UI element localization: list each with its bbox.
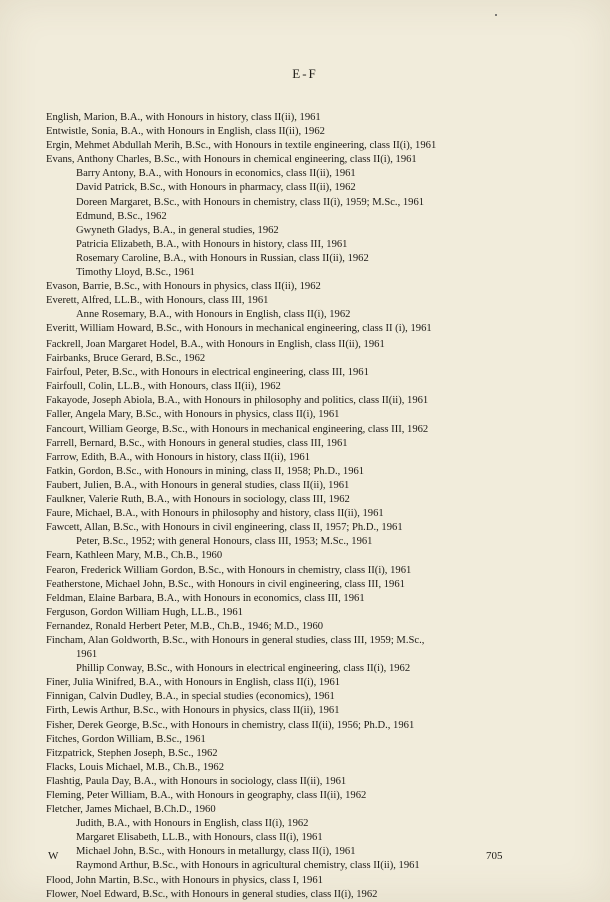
list-item: Flower, Noel Edward, B.Sc., with Honours in general studies, class II(i), 1962 xyxy=(46,888,378,900)
list-item: Flacks, Louis Michael, M.B., Ch.B., 1962 xyxy=(46,761,225,773)
list-item: Phillip Conway, B.Sc., with Honours in electrical engineering, class II(i), 1962 xyxy=(76,663,411,675)
list-item: Doreen Margaret, B.Sc., with Honours in chemistry, class II(i), 1959; M.Sc., 1961 xyxy=(76,196,425,208)
list-item: Feldman, Elaine Barbara, B.A., with Honours in economics, class III, 1961 xyxy=(46,592,365,604)
list-item: Fatkin, Gordon, B.Sc., with Honours in mining, class II, 1958; Ph.D., 1961 xyxy=(46,465,365,477)
list-item: Faubert, Julien, B.A., with Honours in general studies, class II(ii), 1961 xyxy=(46,479,350,491)
list-item: Raymond Arthur, B.Sc., with Honours in agricultural chemistry, class II(ii), 1961 xyxy=(76,860,420,872)
list-item: Barry Antony, B.A., with Honours in economics, class II(ii), 1961 xyxy=(76,168,356,180)
page-number: 705 xyxy=(486,850,503,862)
list-item: Fackrell, Joan Margaret Hodel, B.A., with Honours in English, class II(ii), 1961 xyxy=(46,339,385,350)
list-item: Finer, Julia Winifred, B.A., with Honours in English, class II(i), 1961 xyxy=(46,677,341,689)
list-item: Fearn, Kathleen Mary, M.B., Ch.B., 1960 xyxy=(46,550,223,562)
signature-mark: W xyxy=(48,850,59,862)
list-item: Evans, Anthony Charles, B.Sc., with Honours in chemical engineering, class II(i), 1961 xyxy=(46,154,417,166)
list-item: Faure, Michael, B.A., with Honours in philosophy and history, class II(ii), 1961 xyxy=(46,508,384,520)
list-item: Judith, B.A., with Honours in English, class II(i), 1962 xyxy=(76,818,309,830)
list-item: Fairfoull, Colin, LL.B., with Honours, class II(ii), 1962 xyxy=(46,381,281,393)
list-item: Fairbanks, Bruce Gerard, B.Sc., 1962 xyxy=(46,353,206,365)
list-item: Fancourt, William George, B.Sc., with Honours in mechanical engineering, class III, 1962 xyxy=(46,423,429,435)
list-item: Farrow, Edith, B.A., with Honours in history, class II(ii), 1961 xyxy=(46,451,311,463)
list-item: Fakayode, Joseph Abiola, B.A., with Honours in philosophy and politics, class II(ii), 1961 xyxy=(46,395,429,407)
list-item: Ergin, Mehmet Abdullah Merih, B.Sc., with Honours in textile engineering, class II(i), 1961 xyxy=(46,140,437,152)
list-item: Evason, Barrie, B.Sc., with Honours in physics, class II(ii), 1962 xyxy=(46,281,321,293)
page-heading: E-F xyxy=(292,66,318,81)
list-item: Firth, Lewis Arthur, B.Sc., with Honours in physics, class II(ii), 1961 xyxy=(46,705,340,717)
list-item: Finnigan, Calvin Dudley, B.A., in special studies (economics), 1961 xyxy=(46,691,335,703)
list-item: Peter, B.Sc., 1952; with general Honours, class III, 1953; M.Sc., 1961 xyxy=(76,536,373,548)
list-item: Gwyneth Gladys, B.A., in general studies, 1962 xyxy=(76,224,279,236)
list-item: Fawcett, Allan, B.Sc., with Honours in civil engineering, class II, 1957; Ph.D., 1961 xyxy=(46,522,403,534)
list-item: Farrell, Bernard, B.Sc., with Honours in general studies, class III, 1961 xyxy=(46,437,348,449)
list-item: Margaret Elisabeth, LL.B., with Honours, class II(i), 1961 xyxy=(76,832,323,844)
list-item: Fisher, Derek George, B.Sc., with Honours in chemistry, class II(ii), 1956; Ph.D., 1961 xyxy=(46,719,415,731)
list-item: David Patrick, B.Sc., with Honours in pharmacy, class II(ii), 1962 xyxy=(76,182,356,194)
list-item: Fairfoul, Peter, B.Sc., with Honours in electrical engineering, class III, 1961 xyxy=(46,367,369,379)
list-item: Fitches, Gordon William, B.Sc., 1961 xyxy=(46,733,206,745)
list-item: Patricia Elizabeth, B.A., with Honours in history, class III, 1961 xyxy=(76,238,348,250)
list-item: 1961 xyxy=(76,649,98,661)
list-item: Anne Rosemary, B.A., with Honours in English, class II(i), 1962 xyxy=(76,309,351,321)
section-e-list xyxy=(46,111,506,337)
list-item: Faller, Angela Mary, B.Sc., with Honours in physics, class II(i), 1961 xyxy=(46,409,340,421)
speck-mark xyxy=(495,14,497,16)
list-item: Everitt, William Howard, B.Sc., with Honours in mechanical engineering, class II (i), 1961 xyxy=(46,323,432,335)
list-item: Faulkner, Valerie Ruth, B.A., with Honours in sociology, class III, 1962 xyxy=(46,494,350,506)
list-item: Edmund, B.Sc., 1962 xyxy=(76,210,167,222)
list-item: Fleming, Peter William, B.A., with Honours in geography, class II(ii), 1962 xyxy=(46,790,367,801)
list-item: Featherstone, Michael John, B.Sc., with Honours in civil engineering, class III, 1961 xyxy=(46,578,405,590)
list-item: Rosemary Caroline, B.A., with Honours in Russian, class II(ii), 1962 xyxy=(76,252,369,264)
list-item: Entwistle, Sonia, B.A., with Honours in English, class II(ii), 1962 xyxy=(46,126,325,138)
list-item: English, Marion, B.A., with Honours in history, class II(ii), 1961 xyxy=(46,112,321,123)
list-item: Ferguson, Gordon William Hugh, LL.B., 1961 xyxy=(46,606,243,618)
list-item: Flood, John Martin, B.Sc., with Honours in physics, class I, 1961 xyxy=(46,874,323,886)
list-item: Timothy Lloyd, B.Sc., 1961 xyxy=(76,267,195,279)
list-item: Everett, Alfred, LL.B., with Honours, class III, 1961 xyxy=(46,295,269,307)
list-item: Fincham, Alan Goldworth, B.Sc., with Honours in general studies, class III, 1959; M.Sc., xyxy=(46,634,425,646)
list-item: Fearon, Frederick William Gordon, B.Sc., with Honours in chemistry, class II(i), 1961 xyxy=(46,564,412,576)
list-item: Fletcher, James Michael, B.Ch.D., 1960 xyxy=(46,804,216,816)
list-item: Fitzpatrick, Stephen Joseph, B.Sc., 1962 xyxy=(46,747,218,759)
list-item: Fernandez, Ronald Herbert Peter, M.B., Ch.B., 1946; M.D., 1960 xyxy=(46,620,324,632)
section-f-list xyxy=(46,338,506,902)
list-item: Michael John, B.Sc., with Honours in metallurgy, class II(i), 1961 xyxy=(76,846,356,858)
list-item: Flashtig, Paula Day, B.A., with Honours in sociology, class II(ii), 1961 xyxy=(46,775,347,787)
